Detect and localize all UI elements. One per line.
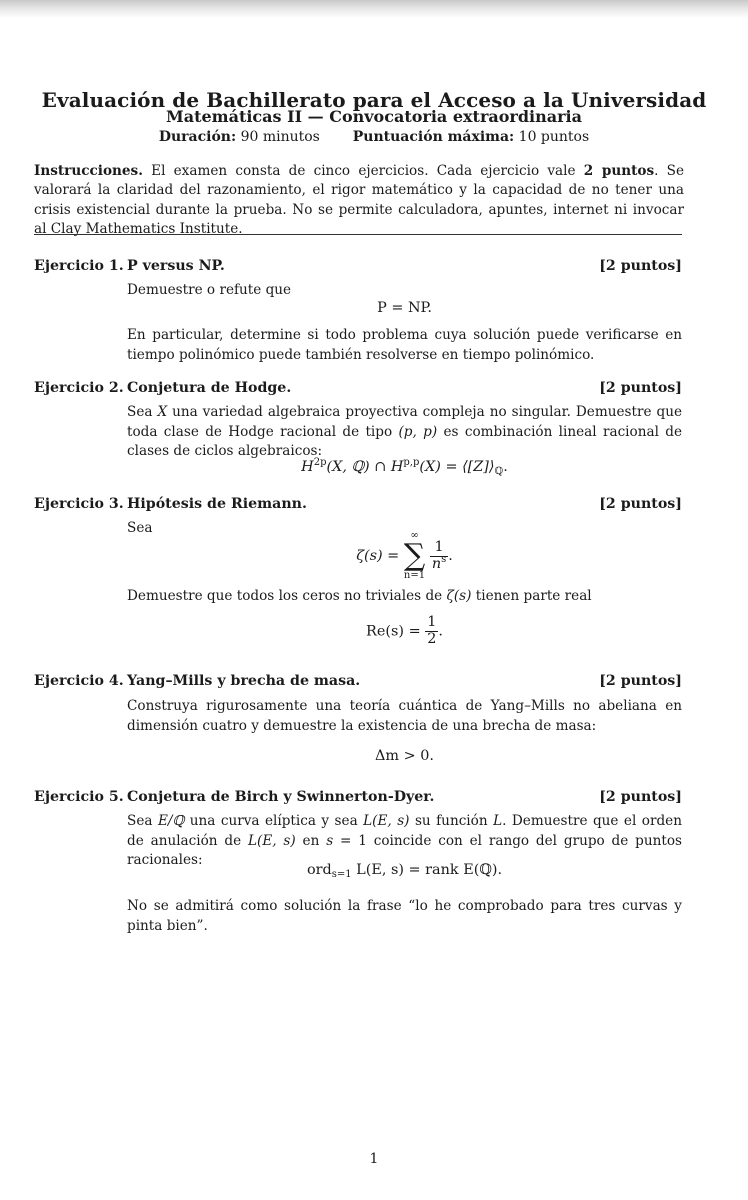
exercise-2-title: Conjetura de Hodge. — [127, 380, 292, 396]
exercise-3-title: Hipótesis de Riemann. — [127, 496, 307, 512]
exercise-3-zeta-formula — [127, 531, 682, 581]
exercise-5-var: L — [493, 813, 503, 829]
exercise-4-title: Yang–Mills y brecha de masa. — [127, 673, 361, 689]
formula-part: . — [503, 459, 508, 475]
formula-part: (X) = ⟨[Z]⟩ — [419, 459, 495, 475]
exercise-5-text-part: Sea — [127, 813, 158, 829]
exercise-3-re-formula — [127, 615, 682, 648]
exercise-3-text — [127, 587, 682, 607]
exercise-3-text-part: tienen parte real — [471, 588, 592, 604]
duration-value: 90 minutos — [240, 129, 320, 145]
exercise-3-number: Ejercicio 3. — [34, 496, 124, 512]
max-score-value: 10 puntos — [518, 129, 590, 145]
exercise-5-formula — [127, 862, 682, 878]
exercise-2-points: [2 puntos] — [599, 380, 682, 396]
exam-subtitle: Matemáticas II — Convocatoria extraordinaria — [166, 107, 582, 126]
fraction — [430, 540, 448, 573]
formula-superscript: s — [441, 553, 447, 565]
instructions-text-1: El examen consta de cinco ejercicios. Cada ejercicio vale — [151, 163, 576, 179]
exercise-1-text: En particular, determine si todo problema cuya solución puede verificarse en tiempo polinómico puede también resolverse en tiempo polinómico. — [127, 327, 682, 363]
exercise-5-number: Ejercicio 5. — [34, 789, 124, 805]
exercise-5-text-part: en — [295, 832, 327, 849]
header-divider — [34, 234, 682, 235]
exercise-5-var: s — [326, 832, 334, 849]
exam-title: Evaluación de Bachillerato para el Acceso a la Universidad — [41, 88, 707, 112]
exercise-3-text-part: Demuestre que todos los ceros no triviales de — [127, 588, 447, 604]
sum-sign: ∑ — [403, 538, 426, 573]
exercise-4-text: Construya rigurosamente una teoría cuántica de Yang–Mills no abeliana en dimensión cuatro y demuestre la existencia de una brecha de masa: — [127, 698, 682, 734]
summation — [404, 531, 425, 581]
page-number: 1 — [369, 1151, 379, 1167]
exercise-3-heading — [34, 496, 682, 512]
exercise-1-points: [2 puntos] — [599, 258, 682, 274]
exercise-5-var: L(E, s) — [248, 832, 296, 849]
exercise-1-title: P versus NP. — [127, 258, 225, 274]
exercise-1-intro: Demuestre o refute que — [127, 282, 292, 298]
exercise-5-points: [2 puntos] — [599, 789, 682, 805]
exercise-2-formula — [127, 459, 682, 475]
sum-lower-limit: n=1 — [403, 570, 426, 581]
exercise-5-var: E/ℚ — [157, 813, 185, 829]
exercise-3-var-zeta: ζ(s) — [446, 588, 472, 604]
formula-part: n — [431, 555, 442, 572]
formula-subscript: s=1 — [331, 869, 352, 880]
exercise-5-heading — [34, 789, 682, 805]
exercise-2-text-part: Sea — [127, 404, 158, 420]
fraction — [425, 615, 438, 648]
exercise-5-note: No se admitirá como solución la frase “lo he comprobado para tres curvas y pinta bien”. — [127, 898, 682, 934]
exercise-3-intro: Sea — [127, 520, 153, 536]
exercise-2-text — [127, 403, 682, 462]
formula-part: H — [301, 459, 314, 475]
exam-meta — [0, 129, 748, 145]
exercise-4-heading — [34, 673, 682, 689]
formula-superscript: p,p — [403, 457, 420, 468]
exercise-4-number: Ejercicio 4. — [34, 673, 124, 689]
instructions-points: 2 puntos — [583, 163, 655, 179]
fraction-numerator: 1 — [430, 540, 448, 557]
instructions-text-2: . Se valorará la claridad del razonamiento, el rigor matemático y la capacidad de no tener una crisis existencial durante la prueba. No se permite calculadora, apuntes, internet ni invocar al Clay Mathematics Institute. — [34, 163, 685, 237]
fraction-denominator: 2 — [427, 630, 437, 647]
exercise-5-var: L(E, s) — [363, 813, 410, 829]
exercise-2-var-x: X — [157, 404, 168, 420]
exercise-2-heading — [34, 380, 682, 396]
formula-part: L(E, s) = rank E(ℚ). — [351, 862, 503, 878]
duration-label: Duración: — [158, 129, 237, 145]
exercise-2-text-part: una variedad algebraica proyectiva compleja no singular. Demuestre que toda clase de Hodge racional de tipo — [127, 404, 682, 440]
exercise-2-var-pp: (p, p) — [398, 423, 438, 440]
exercise-1-number: Ejercicio 1. — [34, 258, 124, 274]
exercise-5-text-part: . Demuestre que el orden de anulación de — [127, 813, 682, 849]
sum-upper-limit: ∞ — [410, 530, 419, 541]
formula-part: ord — [306, 862, 332, 878]
formula-superscript: 2p — [313, 457, 327, 468]
formula-part: (X, ℚ) ∩ H — [326, 459, 404, 475]
exercise-5-text-part: una curva elíptica y sea — [184, 813, 364, 829]
exercise-2-number: Ejercicio 2. — [34, 380, 124, 396]
formula-part: . — [438, 623, 443, 640]
exercise-3-points: [2 puntos] — [599, 496, 682, 512]
exercise-5-text-part: su función — [409, 813, 494, 829]
formula-part: ζ(s) = — [356, 548, 400, 564]
formula-subscript: ℚ — [494, 466, 504, 477]
formula-part: Re(s) = — [366, 623, 421, 640]
fraction-denominator — [430, 553, 448, 573]
exercise-2-text-part: es combinación lineal racional de clases de ciclos algebraicos: — [127, 423, 682, 460]
exercise-4-formula: Δm > 0. — [375, 748, 434, 764]
instructions-label: Instrucciones. — [34, 163, 143, 179]
max-score-label: Puntuación máxima: — [352, 129, 515, 145]
exercise-5-title: Conjetura de Birch y Swinnerton-Dyer. — [127, 789, 435, 805]
exercise-5-text-part: = 1 coincide con el rango del grupo de puntos racionales: — [127, 832, 682, 869]
instructions — [34, 162, 684, 239]
exercise-4-points: [2 puntos] — [599, 673, 682, 689]
scan-top-shadow — [0, 0, 748, 18]
exercise-1-heading — [34, 258, 682, 274]
exercise-1-formula: P = NP. — [377, 300, 432, 316]
formula-part: . — [448, 548, 453, 564]
fraction-numerator: 1 — [427, 614, 437, 630]
